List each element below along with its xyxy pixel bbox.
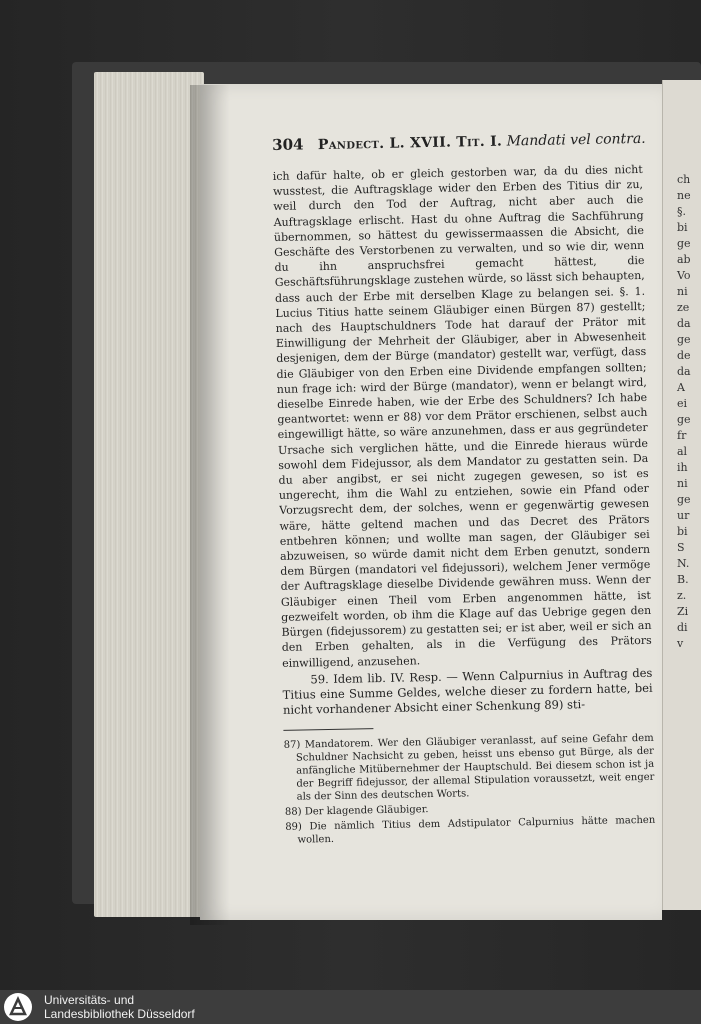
facing-page-fragment: ni bbox=[677, 477, 688, 490]
facing-page-fragment: v bbox=[677, 637, 684, 650]
running-title-italic: Mandati vel contra. bbox=[506, 130, 646, 150]
facing-page-fragment: da bbox=[677, 317, 691, 330]
facing-page-fragment: al bbox=[677, 445, 688, 458]
facing-page-fragment: N. bbox=[677, 557, 690, 570]
facing-page-fragment: B. bbox=[677, 573, 689, 586]
facing-page-fragment: ni bbox=[677, 285, 688, 298]
facing-page-fragment: bi bbox=[677, 525, 688, 538]
facing-page-fragment: S bbox=[677, 541, 685, 554]
facing-page-fragment: de bbox=[677, 349, 691, 362]
facing-page bbox=[662, 80, 701, 910]
facing-page-fragment: ih bbox=[677, 461, 688, 474]
gutter-shadow bbox=[190, 85, 230, 925]
facing-page-fragment: Zi bbox=[677, 605, 689, 618]
facing-page-fragment: ze bbox=[677, 301, 690, 314]
facing-page-fragment: di bbox=[677, 621, 688, 634]
footnote-89: 89) Die nämlich Titius dem Adstipulator Calpurnius hätte machen wollen. bbox=[285, 815, 656, 846]
facing-page-fragment: ur bbox=[677, 509, 690, 522]
facing-page-fragment: ge bbox=[677, 493, 691, 506]
facing-page-fragment: ne bbox=[677, 189, 691, 202]
facing-page-fragment: §. bbox=[677, 205, 686, 218]
facing-page-fragment: bi bbox=[677, 221, 688, 234]
page-edges bbox=[94, 72, 204, 917]
main-text bbox=[273, 162, 653, 718]
facing-page-fragment: ge bbox=[677, 333, 691, 346]
institution-name-line2: Landesbibliothek Düsseldorf bbox=[44, 1007, 195, 1021]
footnote-87: 87) Mandatorem. Wer den Gläubiger veranlasst, auf seine Gefahr dem Schuldner Nachsicht zu geben, heisst uns ebenso gut Bürge, als der anfängliche Mitübernehmer der Hauptschuld. Bei diesem schon ist ja der Begriff fidejussor, der allemal Stipulation voraussetzt, weit enger als der Sinn des deutschen Worts. bbox=[283, 733, 655, 803]
facing-page-fragment: ge bbox=[677, 413, 691, 426]
facing-page-fragment: ab bbox=[677, 253, 691, 266]
library-logo-icon bbox=[4, 993, 32, 1021]
paragraph: ich dafür halte, ob er gleich gestorben war, da du dies nicht wusstest, die Auftragsklage wider den Erben des Titius dir zu, weil durch den Tod der Auftrag, nicht aber auch die Auftragsklage erlischt. Hast du ohne Auftrag die Sachführung übernommen, so hättest du gewissermaassen die Absicht, die Geschäfte des Verstorbenen zu verwalten, und so wie dir, wenn du ihn anspruchsfrei gemacht hättest, die Geschäftsführungsklage zustehen würde, so lässt sich behaupten, dass auch der Erbe mit derselben Klage zu belangen sei. §. 1. Lucius Titius hatte seinem Gläubiger einen Bürgen 87) gestellt; nach des Hauptschuldners Tode hat darauf der Prätor mit Einwilligung der Mehrheit der Gläubiger, aber in Abwesenheit desjenigen, dem der Bürge (mandator) gestellt war, verfügt, dass die Gläubiger von den Erben eine Dividende empfangen sollten; nun frage ich: wird der Bürge (mandator), wenn er belangt wird, dieselbe Einrede haben, wie der Erbe des Schuldners? Ich habe geantwortet: wenn er 88) vor dem Prätor erschienen, selbst auch eingewilligt hätte, so wäre anzunehmen, dass er aus gegründeter Ursache sich verglichen hätte, und die Einrede hieraus würde sowohl dem Fidejussor, als dem Mandator zu gestatten sein. Da du aber angibst, er sei nicht zugegen gewesen, so ist es ungerecht, ihm die Wahl zu entziehen, sowie ein Pfand oder Vorzugsrecht dem, der solches, wenn er gegenwärtig gewesen wäre, hätte geltend machen und das Decret des Prätors entbehren können; und wollte man sagen, der Gläubiger sei abzuweisen, so würde damit nicht dem Erben genutzt, sondern dem Bürgen (mandatori vel fidejussori), welchem Jener vermöge der Auftragsklage dieselbe Dividende gewähren muss. Wenn der Gläubiger einen Theil vom Erben angenommen hätte, ist gezweifelt worden, ob ihm die Klage auf das Uebrige gegen den Bürgen (fidejussorem) zu gestatten sei; er ist aber, weil er sich an den Erben gehalten, als in die Verfügung des Prätors einwilligend, anzusehen. bbox=[272, 162, 652, 670]
footnotes bbox=[284, 732, 656, 847]
page-number: 304 bbox=[272, 135, 304, 154]
page-content bbox=[272, 129, 656, 849]
facing-page-text bbox=[677, 172, 691, 652]
footnote-rule bbox=[283, 728, 373, 731]
facing-page-fragment: Vo bbox=[677, 269, 691, 282]
facing-page-fragment: ch bbox=[677, 173, 691, 186]
footnote-88: 88) Der klagende Gläubiger. bbox=[284, 804, 429, 819]
facing-page-fragment: A bbox=[677, 381, 685, 394]
section-59: 59. Idem lib. IV. Resp. — Wenn Calpurnius in Auftrag des Titius eine Summe Geldes, welche dieser zu fordern hatte, bei nicht vorhandener Absicht einer Schenkung 89) sti- bbox=[282, 665, 653, 718]
running-title: Pandect. L. XVII. Tit. I. bbox=[317, 133, 503, 154]
facing-page-fragment: z. bbox=[677, 589, 687, 602]
facing-page-fragment: fr bbox=[677, 429, 687, 442]
facing-page-fragment: ei bbox=[677, 397, 688, 410]
facing-page-fragment: ge bbox=[677, 237, 691, 250]
facing-page-fragment: da bbox=[677, 365, 691, 378]
institution-name-line1: Universitäts- und bbox=[44, 993, 135, 1007]
